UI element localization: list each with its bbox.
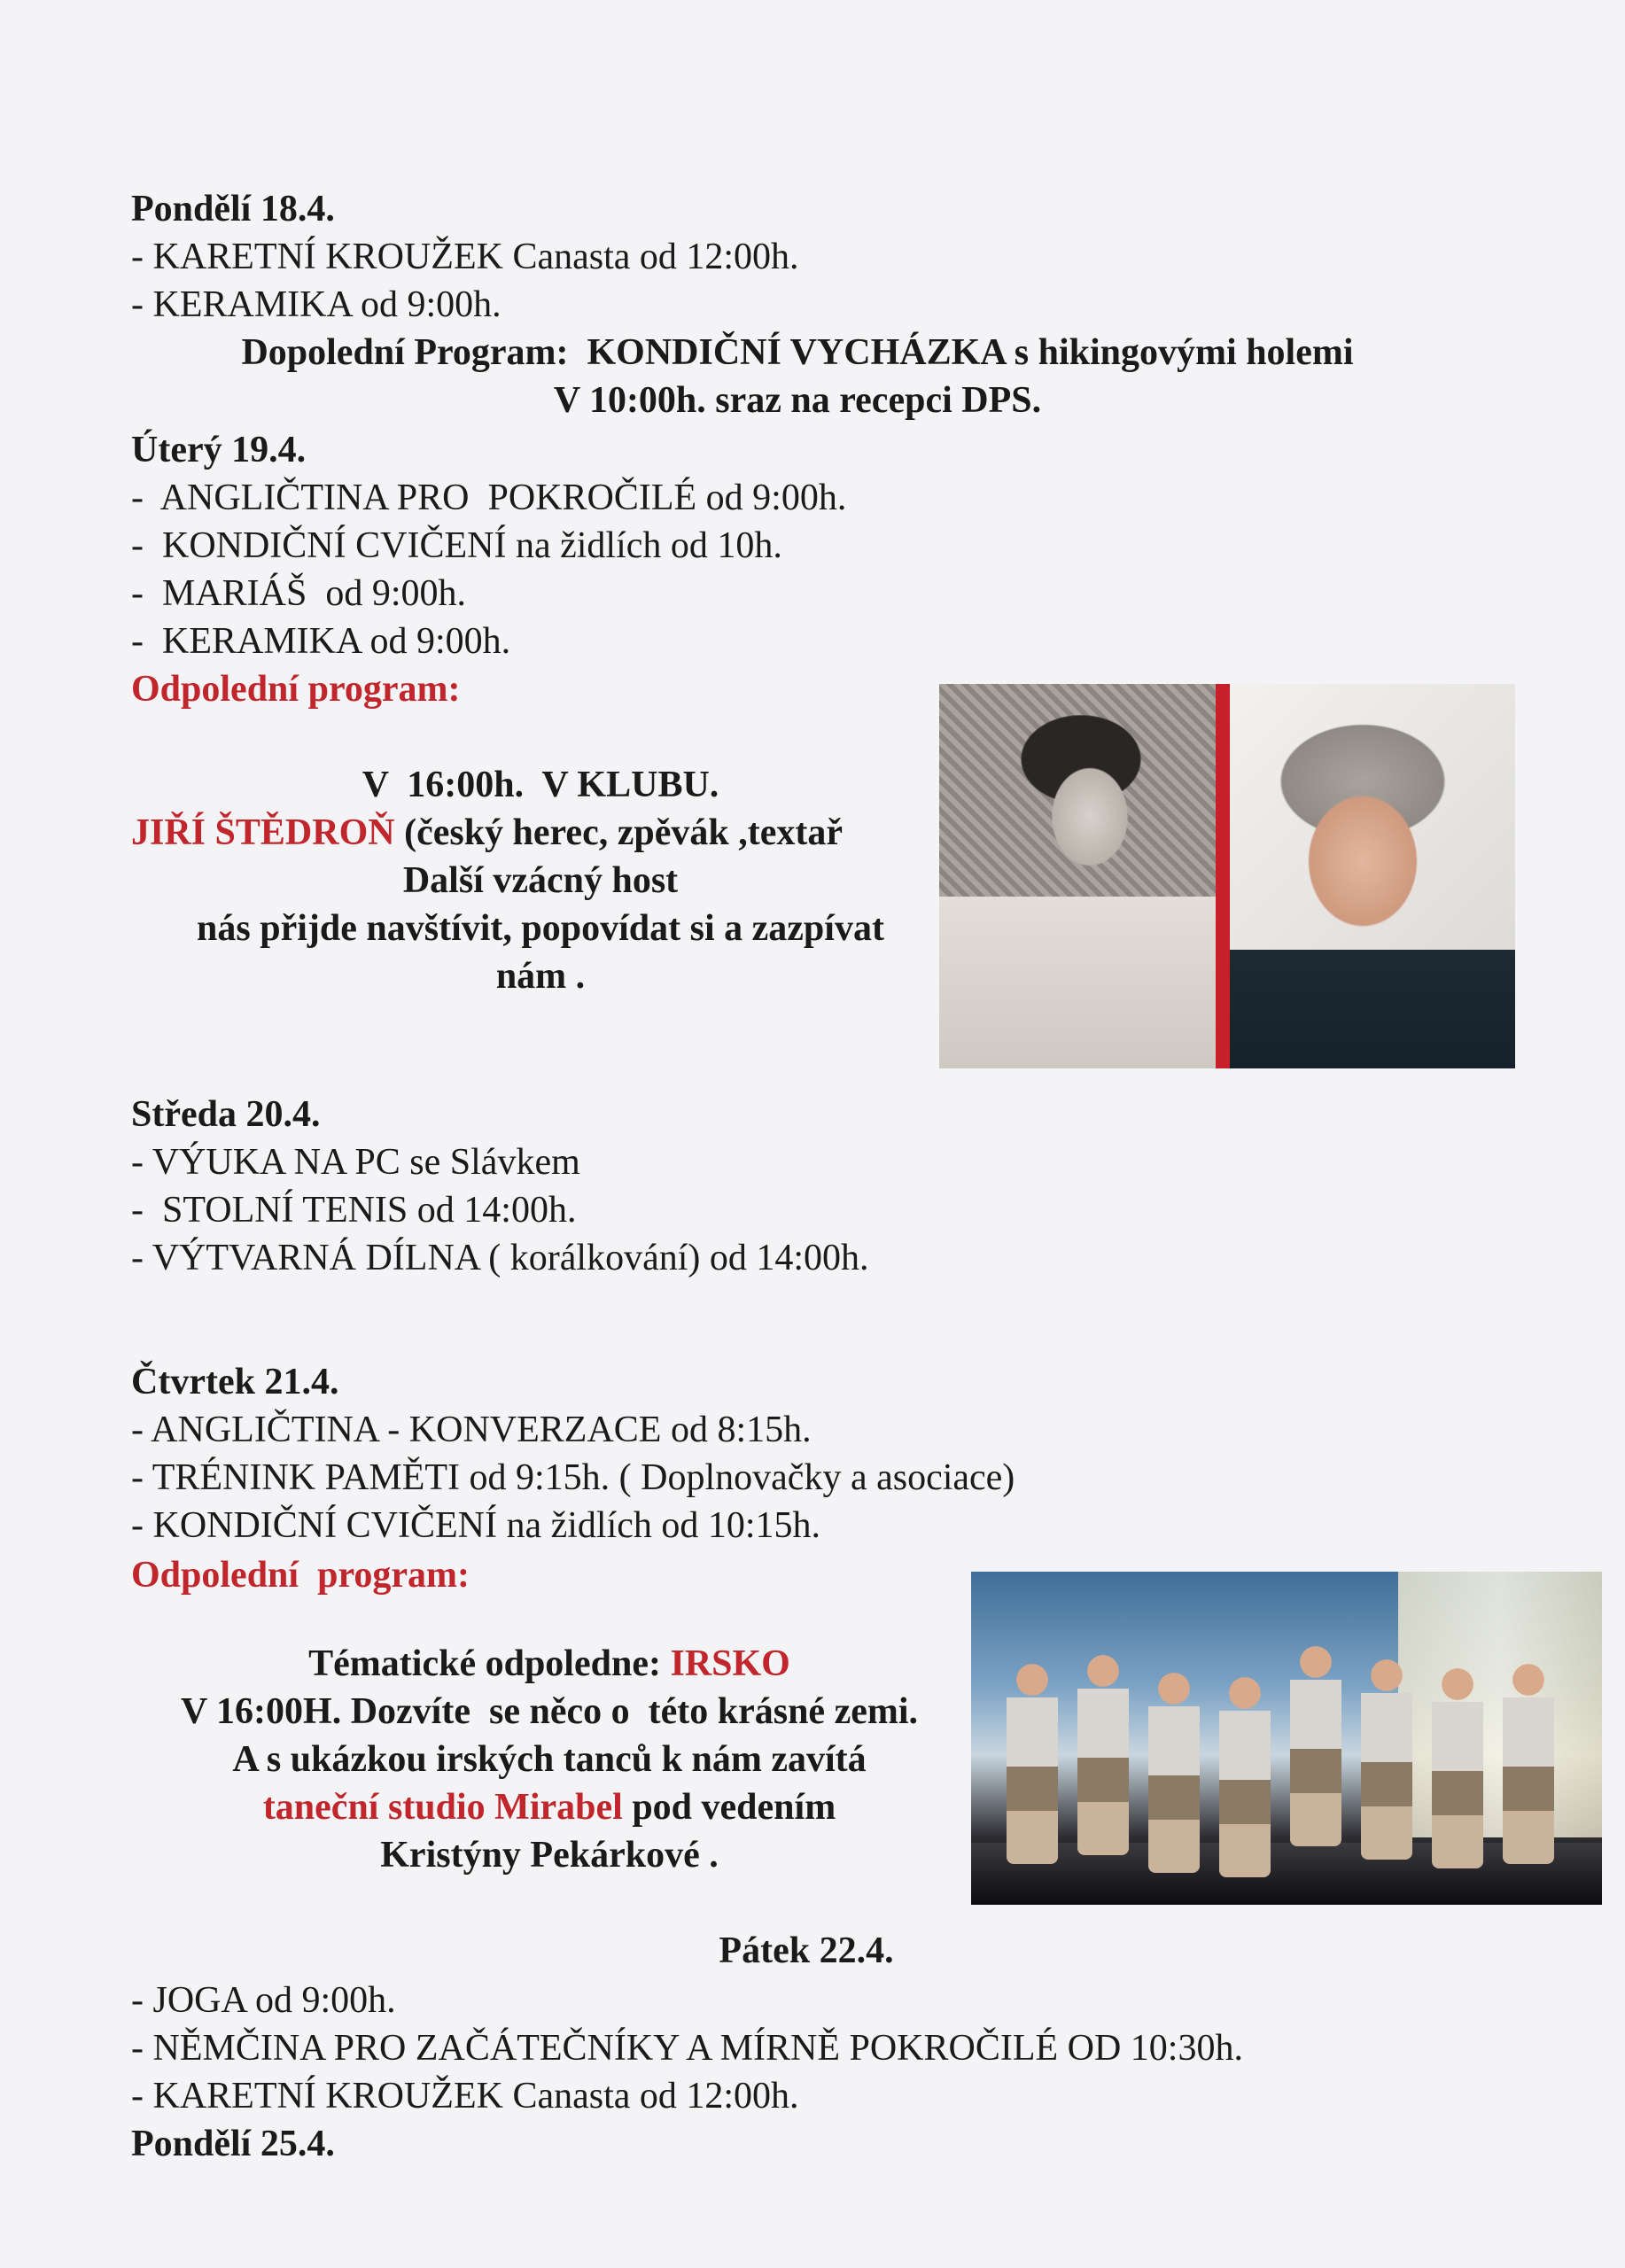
thursday-item-3: - KONDIČNÍ CVIČENÍ na židlích od 10:15h.: [131, 1505, 821, 1546]
dance-studio-photo: [971, 1572, 1602, 1905]
dancer: [1077, 1651, 1129, 1855]
tuesday-time-place: V 16:00h. V KLUBU.: [362, 765, 719, 805]
friday-item-2: - NĚMČINA PRO ZAČÁTEČNÍKY A MÍRNĚ POKROČILÉ OD 10:30h.: [131, 2028, 1243, 2069]
monday-item-1: - KARETNÍ KROUŽEK Canasta od 12:00h.: [131, 237, 799, 277]
photo-divider: [1216, 684, 1230, 1068]
tuesday-line-4: nás přijde navštívit, popovídat si a zazpívat: [197, 908, 884, 949]
tuesday-item-4: - KERAMIKA od 9:00h.: [131, 621, 511, 662]
studio-name: taneční studio Mirabel: [262, 1787, 623, 1828]
monday-item-2: - KERAMIKA od 9:00h.: [131, 284, 501, 325]
thursday-studio-line: [133, 1784, 966, 1830]
friday-item-3: - KARETNÍ KROUŽEK Canasta od 12:00h.: [131, 2076, 799, 2117]
guest-name: JIŘÍ ŠTĚDROŇ: [131, 812, 395, 853]
thursday-item-2: - TRÉNINK PAMĚTI od 9:15h. ( Doplnovačky a asociace): [131, 1457, 1015, 1498]
guest-photo: [939, 684, 1515, 1068]
dancer: [1007, 1660, 1058, 1864]
tuesday-line-5: nám .: [495, 956, 586, 997]
studio-rest: pod vedením: [622, 1787, 836, 1828]
wednesday-item-1: - VÝUKA NA PC se Slávkem: [131, 1142, 580, 1183]
next-monday-heading: Pondělí 25.4.: [131, 2124, 335, 2164]
dancer: [1503, 1660, 1554, 1864]
thursday-theme-line: [133, 1641, 966, 1687]
wednesday-item-3: - VÝTVARNÁ DÍLNA ( korálkování) od 14:00h.: [131, 1238, 869, 1278]
guest-photo-current-portrait: [1230, 684, 1515, 1068]
theme-label: Tématické odpoledne:: [308, 1643, 671, 1684]
dancer: [1432, 1665, 1483, 1868]
dancer: [1361, 1656, 1412, 1860]
tuesday-heading: Úterý 19.4.: [131, 430, 307, 470]
wednesday-heading: Středa 20.4.: [131, 1094, 321, 1135]
thursday-line-3: A s ukázkou irských tanců k nám zavítá: [232, 1739, 867, 1780]
guest-photo-young-portrait: [939, 684, 1216, 1068]
friday-item-1: - JOGA od 9:00h.: [131, 1980, 396, 2021]
tuesday-item-1: - ANGLIČTINA PRO POKROČILÉ od 9:00h.: [131, 478, 847, 518]
dancer: [1290, 1643, 1341, 1846]
dancer: [1219, 1674, 1271, 1877]
tuesday-guest-line: [131, 810, 843, 856]
wednesday-item-2: - STOLNÍ TENIS od 14:00h.: [131, 1190, 577, 1231]
monday-program-text: KONDIČNÍ VYCHÁZKA s hikingovými holemi: [587, 332, 1354, 373]
dancer: [1148, 1669, 1200, 1873]
thursday-item-1: - ANGLIČTINA - KONVERZACE od 8:15h.: [131, 1410, 812, 1450]
theme-name: IRSKO: [670, 1643, 790, 1684]
monday-program-line: [133, 330, 1462, 376]
tuesday-afternoon-label: Odpolední program:: [131, 669, 461, 710]
thursday-line-5: Kristýny Pekárkové .: [380, 1835, 719, 1876]
monday-program-line2: V 10:00h. sraz na recepci DPS.: [553, 380, 1042, 421]
thursday-afternoon-label: Odpolední program:: [131, 1555, 470, 1596]
guest-description: (český herec, zpěvák ,textař: [394, 812, 843, 853]
stage-curtain: [1398, 1572, 1602, 1837]
thursday-heading: Čtvrtek 21.4.: [131, 1362, 339, 1402]
tuesday-line-3: Další vzácný host: [402, 860, 679, 901]
tuesday-item-2: - KONDIČNÍ CVIČENÍ na židlích od 10h.: [131, 525, 782, 566]
thursday-line-2: V 16:00H. Dozvíte se něco o této krásné zemi.: [180, 1691, 919, 1732]
tuesday-item-3: - MARIÁŠ od 9:00h.: [131, 573, 467, 614]
monday-heading: Pondělí 18.4.: [131, 189, 335, 229]
monday-program-label: Dopolední Program:: [241, 332, 569, 373]
friday-heading: Pátek 22.4.: [719, 1930, 894, 1971]
